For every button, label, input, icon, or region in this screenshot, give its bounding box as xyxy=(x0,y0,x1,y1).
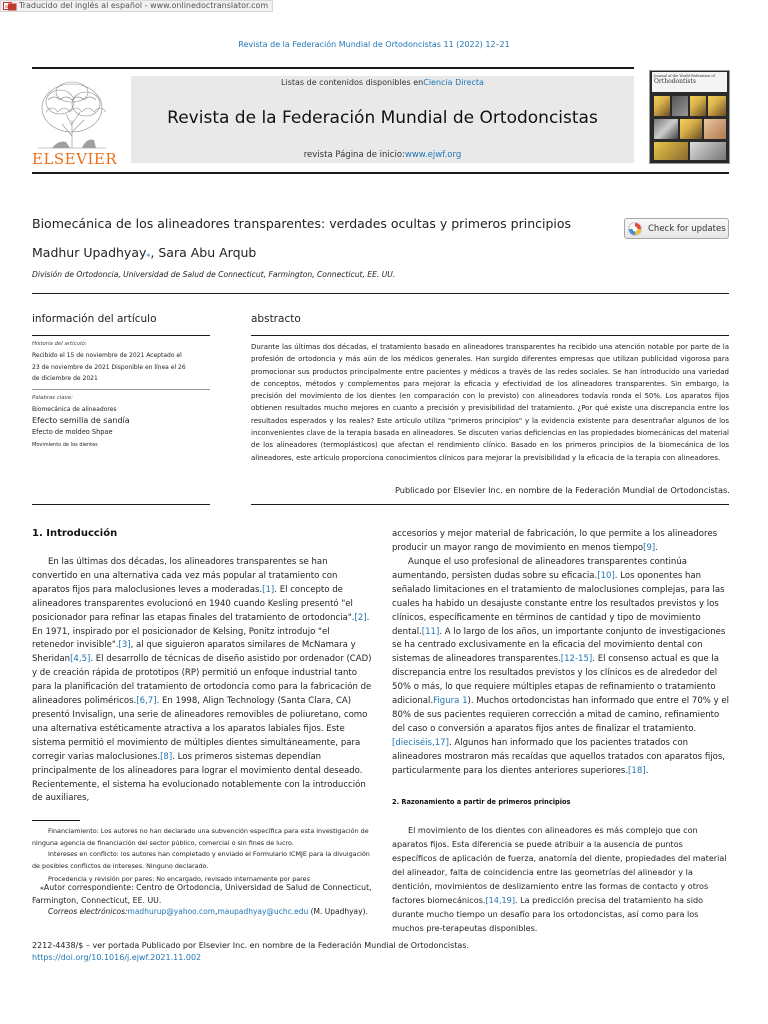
journal-homepage xyxy=(131,150,634,160)
text-run: . A lo largo de los años, un importante conjunto de investigaciones se ha centrado exclusivamente en la eficacia del movimiento dental con sistemas de alineadores transparentes. xyxy=(392,626,726,665)
text-run: . Algunos han informado que los pacientes tratados con alineadores mostraron más recaídas que aquellos tratados con aparatos fijos, particularmente para los dientes anteriores superiores. xyxy=(392,737,726,776)
citation-link[interactable]: [3] xyxy=(118,640,131,651)
svg-text:a: a xyxy=(5,3,9,10)
check-updates-label: Check for updates xyxy=(648,223,726,234)
translator-tag[interactable] xyxy=(0,0,273,12)
homepage-link[interactable]: www.ejwf.org xyxy=(404,150,462,160)
article-info-heading: información del artículo xyxy=(32,313,157,325)
funding-footnote: Financiamiento: Los autores no han declarado una subvención específica para esta investigación de ninguna agencia de financiación del sector público, comercial o sin fines de lucro. xyxy=(32,827,369,848)
journal-title: Revista de la Federación Mundial de Ortodoncistas xyxy=(167,108,598,128)
elsevier-wordmark: ELSEVIER xyxy=(32,150,118,168)
section-2-paragraph xyxy=(392,823,730,935)
translate-icon xyxy=(3,2,17,11)
history-line: Recibido el 15 de noviembre de 2021 Aceptado el xyxy=(32,352,182,359)
published-by-note: Publicado por Elsevier Inc. en nombre de la Federación Mundial de Ortodoncistas. xyxy=(395,485,730,495)
history-label: Historia del artículo: xyxy=(32,341,87,347)
email-tail: (M. Upadhyay). xyxy=(308,907,368,916)
text-run: . El desarrollo de técnicas de diseño asistido por ordenador (CAD) y de creación rápida de prototipos (RP) permitió un enfoque industrial tanto para la planificación del tratamiento de ortodoncia como para la fabricación de alineadores poliméricos. xyxy=(32,654,372,707)
text-run: , al que siguieron aparatos similares de McNamara y Sheridan xyxy=(32,640,356,665)
corresponding-author-footnote: ⁎Autor correspondiente: Centro de Ortodoncia, Universidad de Salud de Connecticut, Farmington, Connecticut, EE. UU. xyxy=(32,883,372,905)
email-label: Correos electrónicos: xyxy=(48,907,128,916)
text-run: . En 1998, Align Technology (Santa Clara, CA) presentó Invisalign, una serie de alineadores removibles de poliuretano, como una alternativa estéticamente atractiva a los aparatos labiales fijos. Este sistema permitió el movimiento de múltiples dientes simultáneamente, para corregir varias maloclusiones. xyxy=(32,696,368,762)
translator-text: Traducido del inglés al español - www.onlinedoctranslator.com xyxy=(19,1,269,10)
title-divider xyxy=(32,293,729,294)
journal-reference[interactable]: Revista de la Federación Mundial de Ortodoncistas 11 (2022) 12–21 xyxy=(238,40,510,49)
keyword: Movimiento de los dientes xyxy=(32,442,98,448)
article-title: Biomecánica de los alineadores transparentes: verdades ocultas y primeros principios xyxy=(32,216,572,231)
history-line: de diciembre de 2021 xyxy=(32,375,98,382)
contents-prefix: Listas de contenidos disponibles en xyxy=(281,78,424,87)
text-run: El movimiento de los dientes con alineadores es más complejo que con aparatos fijos. Esta diferencia se puede atribuir a la ausencia de puntos específicos de aplicación de fuerza, anatomía del diente, propiedades del material del alineador, falta de coincidencia entre las geometrías del alineador y la dentición, movimientos de deslizamiento entre las formas de contacto y otros factores biomecánicos. xyxy=(392,825,727,905)
citation-link[interactable]: [10] xyxy=(597,570,615,581)
article-info-divider xyxy=(32,335,210,336)
homepage-prefix: revista Página de inicio: xyxy=(303,150,405,160)
keywords-divider xyxy=(32,389,210,390)
text-run: accesorios y mejor material de fabricación, lo que permite a los alineadores producir un mayor rango de movimiento en menos tiempo xyxy=(392,529,718,553)
text-run: . La predicción precisa del tratamiento ha sido durante mucho tiempo un desafío para los ortodoncistas, así como para los muchos pre-terapeutas disponibles. xyxy=(392,895,704,933)
text-run: En las últimas dos décadas, los alineadores transparentes se han convertido en una alternativa cada vez más popular al tratamiento con aparatos fijos para maloclusiones leves a moderadas. xyxy=(32,557,338,595)
citation-link[interactable]: [18] xyxy=(628,765,646,776)
keywords-label: Palabras clave: xyxy=(32,395,73,401)
introduction-paragraph xyxy=(32,556,372,806)
text-run: Aunque el uso profesional de alineadores transparentes continúa aumentando, persisten dudas sobre su eficacia. xyxy=(392,557,687,581)
keyword: Efecto semilla de sandía xyxy=(32,416,130,425)
cover-image xyxy=(654,119,678,139)
paragraph xyxy=(392,528,730,556)
issn-line: 2212-4438/$ – ver portada Publicado por Elsevier Inc. en nombre de la Federación Mundial de Ortodoncistas. xyxy=(32,941,469,950)
text-run: . xyxy=(655,542,658,553)
citation-link[interactable]: [9] xyxy=(643,542,656,553)
doi-link[interactable]: https://doi.org/10.1016/j.ejwf.2021.11.002 xyxy=(32,953,202,962)
article-info-bottom-divider xyxy=(32,504,210,505)
citation-link[interactable]: [14,19] xyxy=(485,895,515,905)
text-run: . El concepto de alineadores transparentes evolucionó en 1940 cuando Kesling presentó "el posicionador para refinar las etapas finales del tratamiento de ortodoncia". xyxy=(32,584,355,623)
check-for-updates-button[interactable] xyxy=(624,218,729,239)
citation-link[interactable]: ,17] xyxy=(432,737,449,748)
cover-title-big: Orthodontists xyxy=(654,78,696,85)
author-list xyxy=(32,245,256,260)
corresponding-author-mark[interactable]: ⁎ xyxy=(146,250,151,259)
cover-title-small: Journal of the World Federation of xyxy=(654,74,715,78)
citation-link[interactable]: [dieciséis xyxy=(392,737,433,748)
keyword: Biomecánica de alineadores xyxy=(32,406,117,413)
section-2-heading: 2. Razonamiento a partir de primeros principios xyxy=(392,798,571,806)
cover-image xyxy=(690,96,706,116)
citation-link[interactable]: [12-15] xyxy=(560,654,593,665)
email-footnote: Correos electrónicos:madhurup@yahoo.com,maupadhyay@uchc.edu (M. Upadhyay). xyxy=(48,907,368,916)
cover-title-band xyxy=(652,72,727,92)
keyword: Efecto de moldeo Shpae xyxy=(32,428,113,436)
sciencedirect-link[interactable]: Ciencia Directa xyxy=(423,78,484,87)
cover-image xyxy=(704,119,726,139)
abstract-body: Durante las últimas dos décadas, el tratamiento basado en alineadores transparentes ha recibido una atención notable por parte de la profesión de ortodoncia y más aún de los médicos generales. Han surgido diferentes empresas que utilizan publicidad vigorosa para promocionar sus productos principalmente entre pacientes y médicos a través de las redes sociales. Se han introducido una variedad de conceptos, métodos y complementos para mejorar la eficacia y efectividad de los alineadores transparentes. Sin embargo, la precisión del movimiento de los dientes (en comparación con lo previsto) con alineadores todavía ronda el 50%. Los aparatos fijos obtienen resultados mucho mejores en cuanto a precisión y previsibilidad del tratamiento. ¿Por qué existe una discrepancia entre los resultados esperados y los reales? Este artículo utiliza "primeros principios" y la evidencia existente para desentrañar algunos de los inconvenientes clave de la terapia basada en alineadores. Se discuten varias deficiencias en las propiedades biomecánicas del material de los alineadores (termoplásticos) que afectan el rendimiento clínico. Basado en los primeros principios de la biomecánica de los alineadores, este artículo proporciona conocimientos clínicos para mejorar la previsibilidad y la eficacia de la terapia con alineadores. xyxy=(251,343,729,462)
citation-link[interactable]: [8] xyxy=(160,751,173,762)
text-run: . Los primeros sistemas dependían principalmente de los alineadores para lograr el movimiento dental deseado. Recientemente, el sistema ha evolucionado notablemente con la introducción de auxiliares, xyxy=(32,751,366,804)
check-updates-icon xyxy=(628,222,642,236)
citation-link[interactable]: [1] xyxy=(262,584,275,595)
cover-image xyxy=(672,96,688,116)
header-divider-bottom xyxy=(32,172,729,174)
text-run: . El consenso actual es que la discrepancia entre los resultados previstos y los clínicos es de alrededor del 50% o más, lo que requiere múltiples etapas de refinamiento o tratamiento adicional. xyxy=(392,654,719,707)
cover-image xyxy=(708,96,726,116)
author-upadhyay[interactable]: Madhur Upadhyay xyxy=(32,245,147,260)
cover-image xyxy=(654,142,688,160)
introduction-heading: 1. Introducción xyxy=(32,528,118,539)
paragraph xyxy=(392,556,730,779)
conflict-footnote: Intereses en conflicto: los autores han completado y enviado el Formulario ICMJE para la divulgación de posibles conflictos de intereses. Ninguno declarado. xyxy=(32,850,370,871)
author-abu-arqub[interactable]: , Sara Abu Arqub xyxy=(150,245,257,260)
header-divider-top xyxy=(32,67,634,69)
text-run: . xyxy=(645,765,649,776)
email-link[interactable]: madhurup@yahoo.com xyxy=(127,907,216,916)
citation-link[interactable]: [4,5] xyxy=(70,654,91,665)
text-run: . En 1971, inspirado por el posicionador de Kelsing, Ponitz introdujo "el retenedor invisible". xyxy=(32,612,370,651)
citation-link[interactable]: [11] xyxy=(421,626,440,637)
abstract-bottom-divider xyxy=(251,504,729,505)
email-link[interactable]: maupadhyay@uchc.edu xyxy=(217,907,309,916)
text-run: ). Muchos ortodoncistas han informado que entre el 70% y el 80% de sus pacientes requieren corrección a mitad de camino, refinamiento del caso o conversión a aparatos fijos antes de finalizar el tratamiento. xyxy=(392,696,730,734)
footnote-divider xyxy=(32,820,80,821)
review-footnote: Procedencia y revisión por pares: No encargado, revisado internamente por pares xyxy=(48,875,310,883)
cover-image xyxy=(654,96,670,116)
author-affiliation: División de Ortodoncia, Universidad de Salud de Connecticut, Farmington, Connecticut, EE. UU. xyxy=(32,270,396,279)
citation-link[interactable]: [6,7] xyxy=(136,696,157,707)
cover-image xyxy=(690,142,726,160)
abstract-divider xyxy=(251,335,729,336)
figure-link[interactable]: Figura 1 xyxy=(433,696,468,707)
history-line: 23 de noviembre de 2021 Disponible en línea el 26 xyxy=(32,364,186,371)
abstract-heading: abstracto xyxy=(251,313,301,325)
citation-link[interactable]: [2] xyxy=(354,612,367,623)
cover-image xyxy=(680,119,702,139)
text-run: . Los oponentes han señalado limitaciones en el tratamiento de maloclusiones complejas, para las cuales ha habido un desajuste constante entre los resultados previstos y los clínicos, específicamente en términos de cantidad y tipo de movimiento dental. xyxy=(392,570,725,637)
contents-availability xyxy=(131,78,634,87)
